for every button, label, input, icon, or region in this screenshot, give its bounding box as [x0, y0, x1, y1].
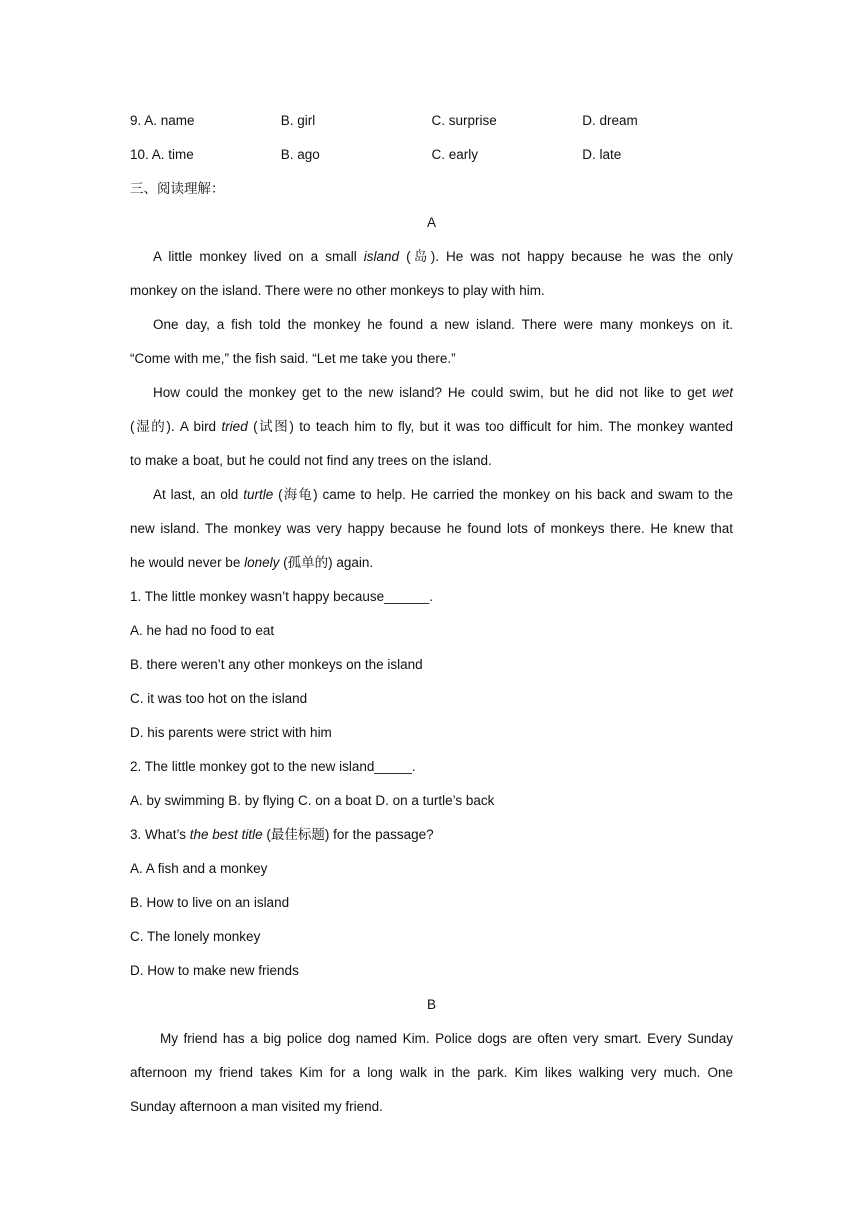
question-1-stem: 1. The little monkey wasn’t happy because______.	[130, 589, 433, 604]
text-line: to make a boat, but he could not find any trees on the island.	[130, 453, 492, 468]
question-1-option-c: C. it was too hot on the island	[130, 691, 308, 706]
option-a: 9. A. name	[130, 113, 195, 128]
text-line: A little monkey lived on a small island (岛). He was not happy because he was the only	[153, 249, 733, 264]
text-line: How could the monkey get to the new island? He could swim, but he did not like to get wet	[153, 385, 733, 400]
passage-a-label: A	[426, 215, 436, 230]
text-line: afternoon my friend takes Kim for a long walk in the park. Kim likes walking very much. One	[130, 1065, 733, 1080]
option-b: B. girl	[280, 113, 316, 128]
question-1-option-b: B. there weren’t any other monkeys on the island	[130, 657, 423, 672]
document-page	[130, 104, 733, 1124]
question-2-stem: 2. The little monkey got to the new island_____.	[130, 759, 416, 774]
text-line: new island. The monkey was very happy because he found lots of monkeys there. He knew that	[130, 521, 733, 536]
text-line: “Come with me,” the fish said. “Let me take you there.”	[130, 351, 456, 366]
option-a: 10. A. time	[130, 147, 194, 162]
passage-a-paragraph-4	[130, 478, 733, 580]
question-1-option-d: D. his parents were strict with him	[130, 725, 332, 740]
option-d: D. late	[582, 147, 622, 162]
question-1-option-a: A. he had no food to eat	[130, 623, 275, 638]
question-3-stem: 3. What’s the best title (最佳标题) for the passage?	[130, 827, 434, 842]
question-2-options: A. by swimming B. by flying C. on a boat D. on a turtle’s back	[130, 793, 495, 808]
option-b: B. ago	[280, 147, 320, 162]
question-3-option-d: D. How to make new friends	[130, 963, 299, 978]
text-line: My friend has a big police dog named Kim. Police dogs are often very smart. Every Sunday	[160, 1031, 733, 1046]
passage-a-paragraph-2	[130, 308, 733, 376]
question-3-option-a: A. A fish and a monkey	[130, 861, 268, 876]
text-line: he would never be lonely (孤单的) again.	[130, 555, 374, 570]
text-line: (湿的). A bird tried (试图) to teach him to fly, but it was too difficult for him. The monkey wanted	[130, 419, 733, 434]
text-line: At last, an old turtle (海龟) came to help. He carried the monkey on his back and swam to the	[153, 487, 733, 502]
question-10-options	[130, 138, 733, 172]
text-line: One day, a fish told the monkey he found a new island. There were many monkeys on it.	[153, 317, 733, 332]
question-3-option-b: B. How to live on an island	[130, 895, 290, 910]
passage-b-paragraph-1	[130, 1022, 733, 1124]
section-title: 三、阅读理解：	[130, 181, 225, 196]
option-c: C. surprise	[431, 113, 497, 128]
passage-b-label: B	[426, 997, 436, 1012]
question-3-option-c: C. The lonely monkey	[130, 929, 261, 944]
passage-a-paragraph-3	[130, 376, 733, 478]
text-line: monkey on the island. There were no other monkeys to play with him.	[130, 283, 545, 298]
text-line: Sunday afternoon a man visited my friend.	[130, 1099, 383, 1114]
option-c: C. early	[431, 147, 479, 162]
question-9-options	[130, 104, 733, 138]
option-d: D. dream	[582, 113, 638, 128]
passage-a-paragraph-1	[130, 240, 733, 308]
